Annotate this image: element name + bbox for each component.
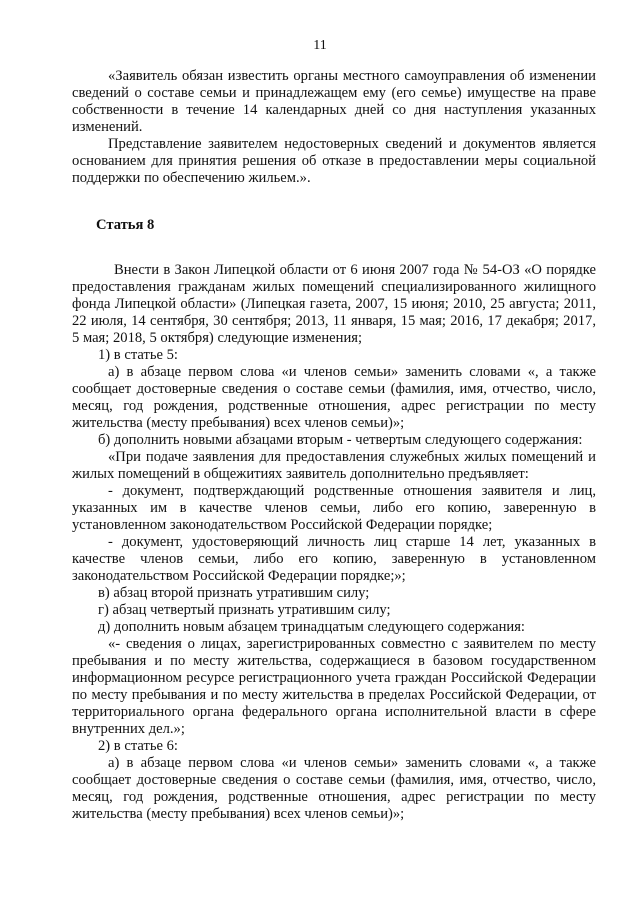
subitem-b-article-5: б) дополнить новыми абзацами вторым - четвертым следующего содержания: [98,432,583,448]
subitem-a-article-5: а) в абзаце первом слова «и членов семьи» заменить словами «, а также сообщает достоверные сведения о составе семьи (фамилия, имя, отчество, число, месяц, год рождения, родственные отношения, адрес регистрации по месту жительства (месту пребывания) всех членов семьи)»; [72,364,596,431]
paragraph-registration-info: «- сведения о лицах, зарегистрированных совместно с заявителем по месту пребывания и по месту жительства, содержащиеся в базовом государственном информационном ресурсе регистрационного учета граждан Российской Федерации по месту пребывания и по месту жительства в пределах Российской Федерации, от территориального органа федерального органа исполнительной власти в сфере внутренних дел.»; [72,636,596,737]
item-article-6: 2) в статье 6: [98,738,178,754]
page-number: 11 [313,38,327,53]
article-heading: Статья 8 [96,217,155,233]
subitem-d-article-5: д) дополнить новым абзацем тринадцатым следующего содержания: [98,619,525,635]
subitem-a-article-6: а) в абзаце первом слова «и членов семьи» заменить словами «, а также сообщает достоверные сведения о составе семьи (фамилия, имя, отчество, число, месяц, год рождения, родственные отношения, адрес регистрации по месту жительства (месту пребывания) всех членов семьи)»; [72,755,596,822]
paragraph-false-info: Представление заявителем недостоверных сведений и документов является основанием для принятия решения об отказе в предоставлении меры социальной поддержки по обеспечению жильем.». [72,136,596,186]
paragraph-application-docs: «При подаче заявления для предоставления служебных жилых помещений и жилых помещений в общежитиях заявитель дополнительно предъявляет: [72,449,596,482]
item-article-5: 1) в статье 5: [98,347,178,363]
document-body [72,68,596,823]
subitem-v-article-5: в) абзац второй признать утратившим силу; [98,585,370,601]
subitem-g-article-5: г) абзац четвертый признать утратившим силу; [98,602,391,618]
paragraph-amend-law: Внести в Закон Липецкой области от 6 июня 2007 года № 54-ОЗ «О порядке предоставления гражданам жилых помещений специализированного жилищного фонда Липецкой области» (Липецкая газета, 2007, 15 июня; 2010, 25 августа; 2011, 22 июля, 14 сентября, 30 сентября; 2013, 11 января, 15 мая; 2016, 17 декабря; 2017, 5 мая; 2018, 5 октября) следующие изменения; [72,262,596,346]
paragraph-notification-duty: «Заявитель обязан известить органы местного самоуправления об изменении сведений о составе семьи и принадлежащем ему (его семье) имуществе на праве собственности в течение 14 календарных дней со дня наступления указанных изменений. [72,68,596,135]
list-item-kinship-document: - документ, подтверждающий родственные отношения заявителя и лиц, указанных им в качестве членов семьи, либо его копию, заверенную в установленном законодательством Российской Федерации порядке; [72,483,596,533]
list-item-identity-document: - документ, удостоверяющий личность лиц старше 14 лет, указанных в качестве членов семьи, либо его копию, заверенную в установленном законодательством Российской Федерации порядке;»; [72,534,596,584]
